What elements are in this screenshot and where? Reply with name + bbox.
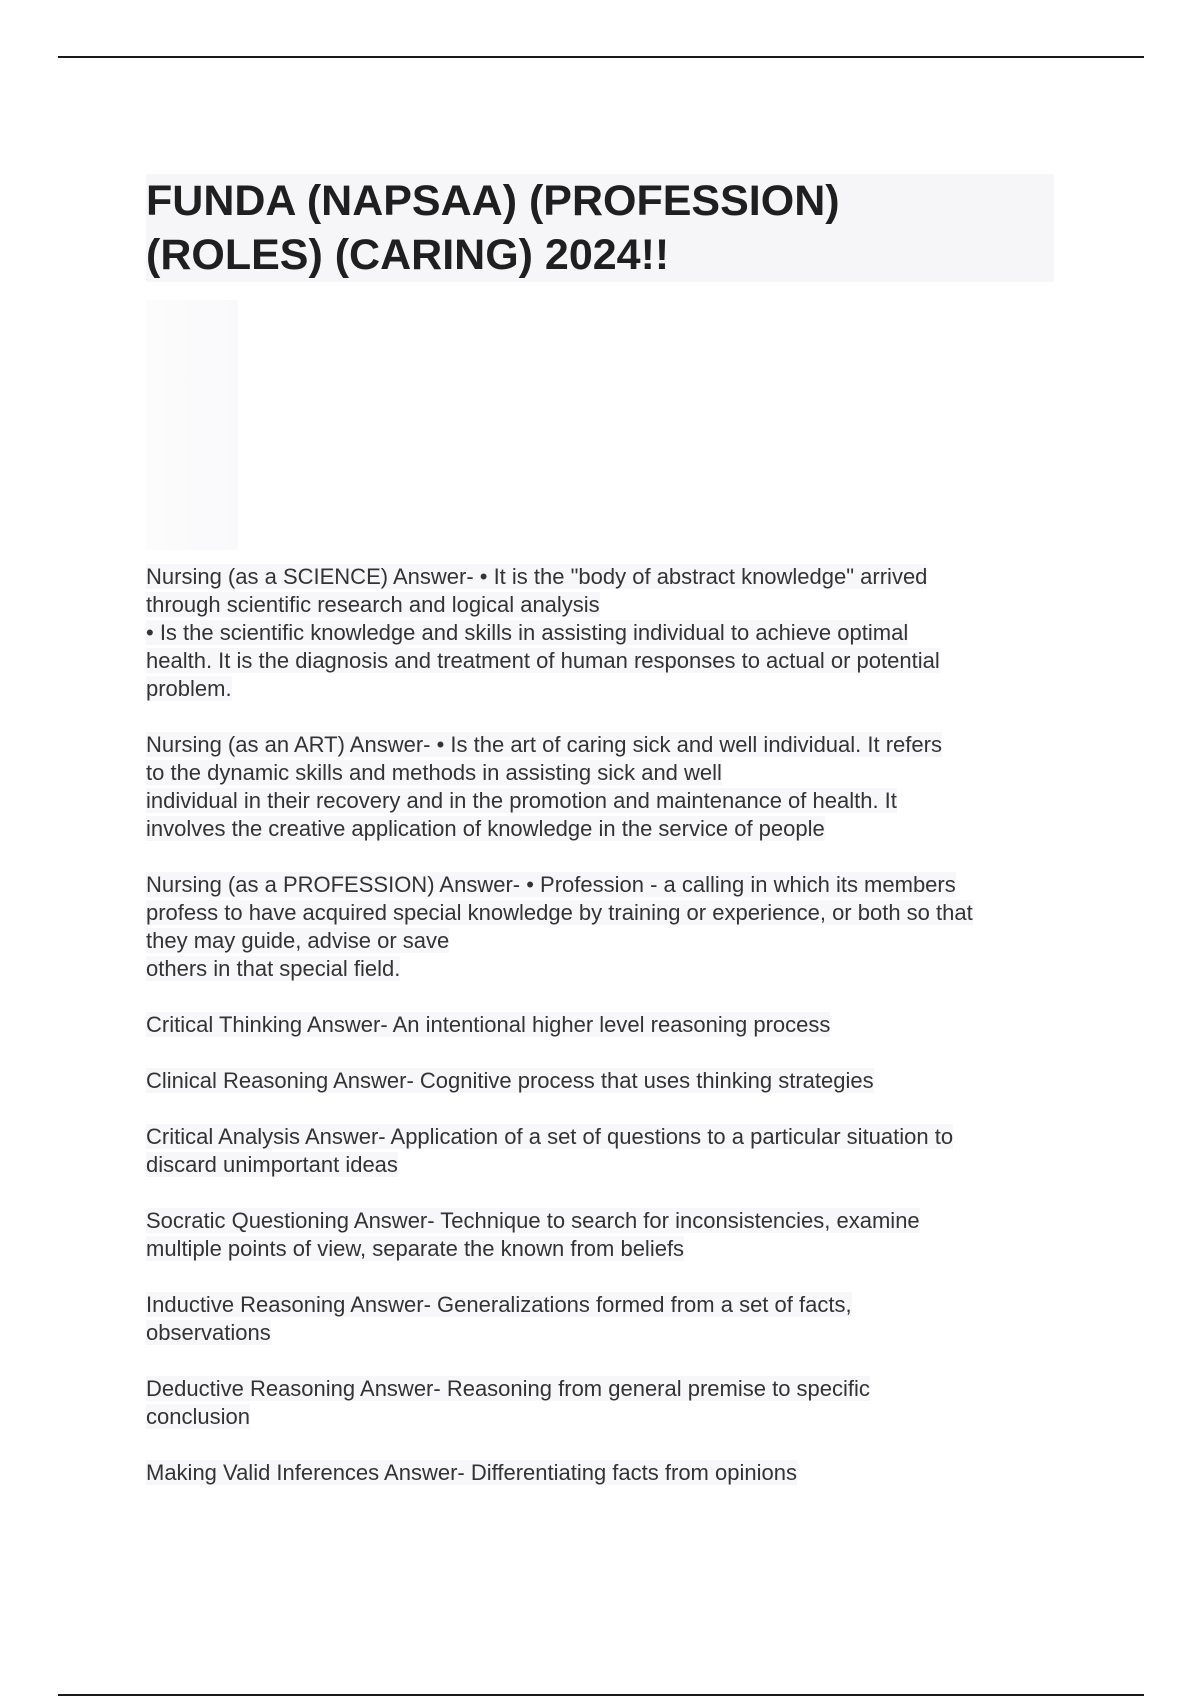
entry-line: involves the creative application of knowledge in the service of people <box>146 816 825 841</box>
title-line-2: (ROLES) (CARING) 2024!! <box>146 231 670 279</box>
title-line-1: FUNDA (NAPSAA) (PROFESSION) <box>146 177 840 225</box>
faint-background-column <box>146 300 238 550</box>
entry-line: others in that special field. <box>146 956 401 981</box>
qa-entry-nursing-science <box>146 563 1066 703</box>
entry-line: to the dynamic skills and methods in assisting sick and well <box>146 760 722 785</box>
entry-line: Critical Analysis Answer- Application of a set of questions to a particular situation to <box>146 1124 954 1149</box>
qa-entry-valid-inferences <box>146 1459 1066 1487</box>
entry-line: profess to have acquired special knowledge by training or experience, or both so that <box>146 900 973 925</box>
entry-line: Nursing (as a SCIENCE) Answer- • It is the "body of abstract knowledge" arrived <box>146 564 928 589</box>
entry-line: individual in their recovery and in the promotion and maintenance of health. It <box>146 788 897 813</box>
entry-line: Making Valid Inferences Answer- Differentiating facts from opinions <box>146 1460 797 1485</box>
entry-line: Nursing (as a PROFESSION) Answer- • Profession - a calling in which its members <box>146 872 956 897</box>
entry-line: Critical Thinking Answer- An intentional higher level reasoning process <box>146 1012 831 1037</box>
qa-entry-critical-analysis <box>146 1123 1066 1179</box>
qa-entry-critical-thinking <box>146 1011 1066 1039</box>
entry-line: Clinical Reasoning Answer- Cognitive process that uses thinking strategies <box>146 1068 874 1093</box>
entry-line: multiple points of view, separate the known from beliefs <box>146 1236 685 1261</box>
entry-line: problem. <box>146 676 232 701</box>
qa-entry-socratic-questioning <box>146 1207 1066 1263</box>
qa-entry-clinical-reasoning <box>146 1067 1066 1095</box>
entry-line: conclusion <box>146 1404 250 1429</box>
entry-line: discard unimportant ideas <box>146 1152 398 1177</box>
qa-entry-nursing-art <box>146 731 1066 843</box>
entry-line: health. It is the diagnosis and treatment of human responses to actual or potential <box>146 648 940 673</box>
entry-line: Socratic Questioning Answer- Technique to search for inconsistencies, examine <box>146 1208 920 1233</box>
qa-entry-inductive-reasoning <box>146 1291 1066 1347</box>
qa-entry-nursing-profession <box>146 871 1066 983</box>
entry-line: Nursing (as an ART) Answer- • Is the art of caring sick and well individual. It refers <box>146 732 942 757</box>
entry-line: through scientific research and logical analysis <box>146 592 600 617</box>
top-rule <box>58 56 1144 58</box>
entry-line: Deductive Reasoning Answer- Reasoning from general premise to specific <box>146 1376 870 1401</box>
qa-entry-deductive-reasoning <box>146 1375 1066 1431</box>
qa-list <box>146 563 1066 1515</box>
bottom-rule <box>58 1694 1144 1696</box>
entry-line: observations <box>146 1320 271 1345</box>
entry-line: • Is the scientific knowledge and skills in assisting individual to achieve optimal <box>146 620 909 645</box>
entry-line: Inductive Reasoning Answer- Generalizations formed from a set of facts, <box>146 1292 852 1317</box>
document-title <box>146 174 1054 282</box>
entry-line: they may guide, advise or save <box>146 928 450 953</box>
